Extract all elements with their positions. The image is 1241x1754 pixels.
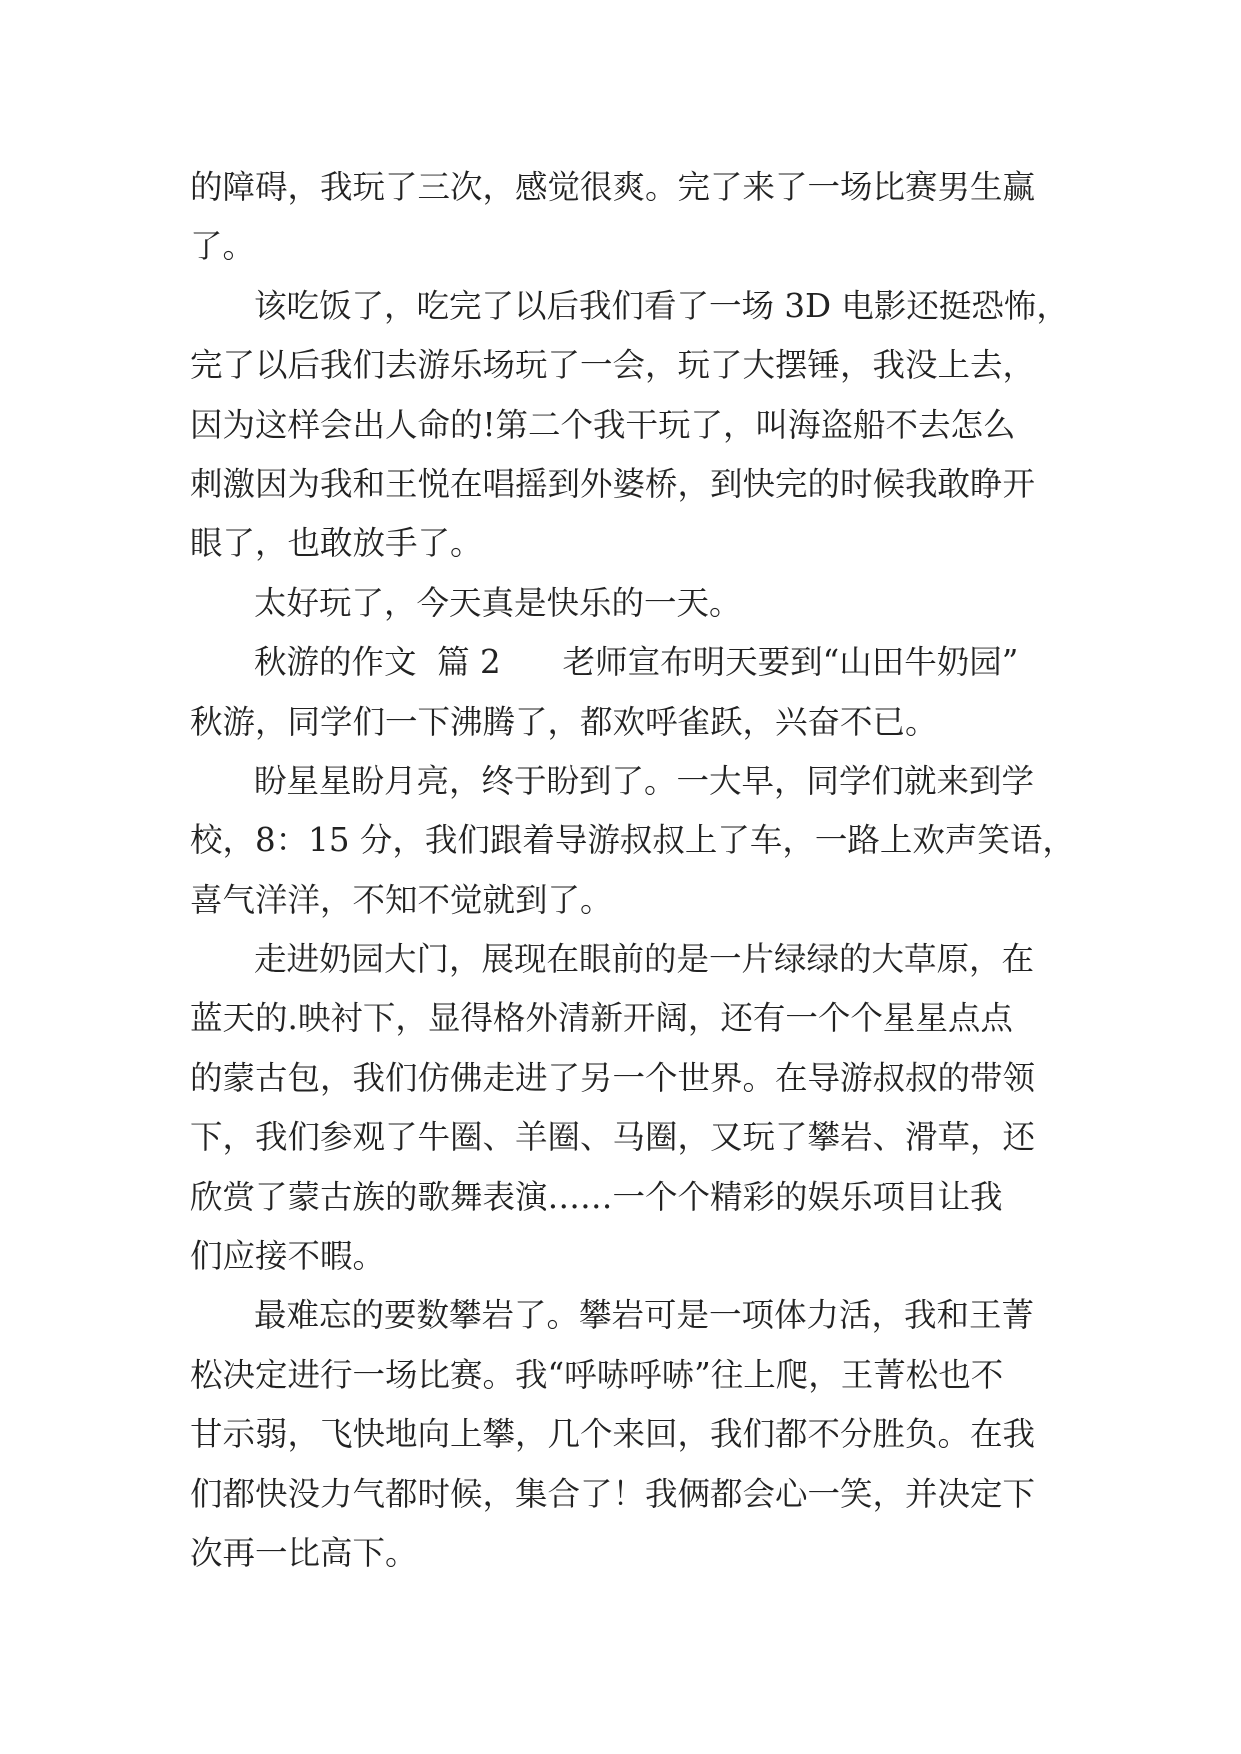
text-line: 们应接不暇。: [190, 1237, 386, 1276]
text-line: 太好玩了，今天真是快乐的一天。: [254, 583, 742, 622]
text-line: 秋游，同学们一下沸腾了，都欢呼雀跃，兴奋不已。: [190, 702, 938, 741]
text-line: 松决定进行一场比赛。我“呼哧呼哧”往上爬，王菁松也不: [190, 1355, 1004, 1394]
text-line: 最难忘的要数攀岩了。攀岩可是一项体力活，我和王菁: [254, 1296, 1035, 1335]
text-line: 了。: [190, 227, 256, 266]
text-line: 秋游的作文 篇 2 老师宣布明天要到“山田牛奶园”: [254, 643, 1019, 682]
text-line: 校，8：15 分，我们跟着导游叔叔上了车，一路上欢声笑语，: [190, 821, 1075, 860]
text-line: 甘示弱，飞快地向上攀，几个来回，我们都不分胜负。在我: [190, 1415, 1036, 1454]
text-line: 完了以后我们去游乐场玩了一会，玩了大摆锤，我没上去，: [190, 346, 1036, 385]
text-line: 们都快没力气都时候，集合了！我俩都会心一笑，并决定下: [190, 1474, 1036, 1513]
text-line: 蓝天的.映衬下，显得格外清新开阔，还有一个个星星点点: [190, 999, 1013, 1038]
text-line: 欣赏了蒙古族的歌舞表演……一个个精彩的娱乐项目让我: [190, 1177, 1003, 1216]
text-line: 下，我们参观了牛圈、羊圈、马圈，又玩了攀岩、滑草，还: [190, 1118, 1036, 1157]
text-line: 走进奶园大门，展现在眼前的是一片绿绿的大草原，在: [254, 940, 1035, 979]
text-line: 喜气洋洋，不知不觉就到了。: [190, 880, 613, 919]
text-line: 刺激因为我和王悦在唱摇到外婆桥，到快完的时候我敢睁开: [190, 464, 1036, 503]
text-line: 该吃饭了，吃完了以后我们看了一场 3D 电影还挺恐怖，: [254, 286, 1069, 325]
text-line: 因为这样会出人命的!第二个我干玩了，叫海盗船不去怎么: [190, 405, 1016, 444]
text-line: 的蒙古包，我们仿佛走进了另一个世界。在导游叔叔的带领: [190, 1058, 1036, 1097]
text-line: 的障碍，我玩了三次，感觉很爽。完了来了一场比赛男生赢: [190, 168, 1036, 206]
text-line: 次再一比高下。: [190, 1533, 418, 1572]
document-body: [190, 158, 1075, 1583]
text-line: 盼星星盼月亮，终于盼到了。一大早，同学们就来到学: [254, 761, 1035, 800]
text-line: 眼了，也敢放手了。: [190, 524, 483, 563]
